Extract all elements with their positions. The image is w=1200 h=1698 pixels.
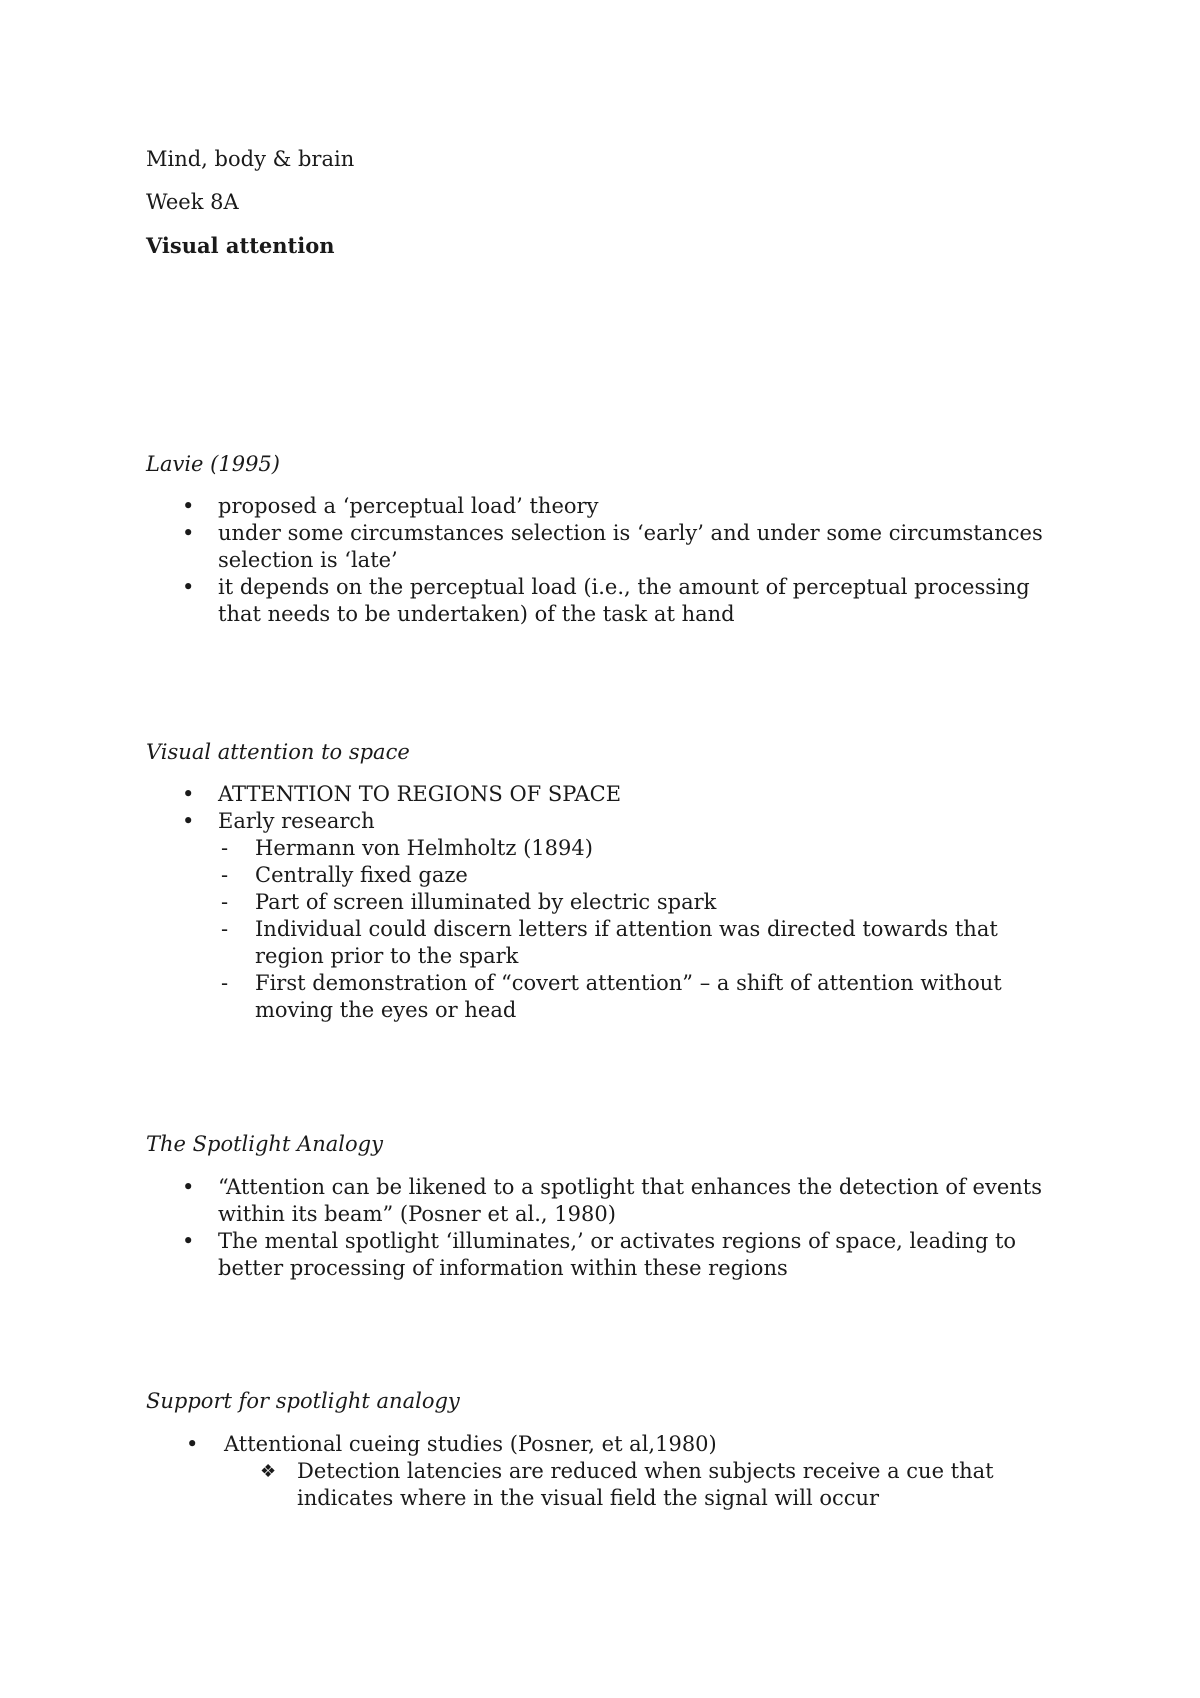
section-heading-support-for-spotlight: Support for spotlight analogy	[146, 1389, 460, 1413]
section-heading-visual-attention-to-space: Visual attention to space	[146, 740, 410, 764]
bullet-list-lavie	[146, 493, 1066, 628]
page-title: Visual attention	[146, 233, 335, 258]
bullet-list-spotlight-analogy	[146, 1174, 1066, 1282]
dash-icon: -	[221, 863, 229, 887]
list-item: • Early research - Hermann von Helmholtz (1894) - Centrally fixed gaze - Part of screen illuminated by electric spark - Individual could discern letters if attention was directed towards that region prior to the spark - First demonstration of “covert attention” – a shift of attention without moving the eyes or head	[146, 808, 1066, 1024]
section-heading-lavie: Lavie (1995)	[146, 452, 280, 476]
list-item: • The mental spotlight ‘illuminates,’ or activates regions of space, leading to better processing of information within these regions	[182, 1229, 1017, 1280]
week-label: Week 8A	[146, 190, 239, 214]
sub-list-item: - First demonstration of “covert attention” – a shift of attention without moving the eyes or head	[221, 971, 1002, 1022]
bullet-icon: •	[182, 521, 195, 545]
course-title: Mind, body & brain	[146, 147, 355, 171]
bullet-icon: •	[182, 809, 195, 833]
list-item: • “Attention can be likened to a spotlight that enhances the detection of events within its beam” (Posner et al., 1980)	[182, 1175, 1042, 1226]
sub-list-item: - Individual could discern letters if attention was directed towards that region prior to the spark	[221, 917, 998, 968]
sub-list-early-research	[218, 835, 1066, 1024]
bullet-list-support-for-spotlight	[146, 1431, 1066, 1512]
bullet-icon: •	[182, 494, 195, 518]
list-item: • under some circumstances selection is ‘early’ and under some circumstances selection is ‘late’	[182, 521, 1043, 572]
section-heading-spotlight-analogy: The Spotlight Analogy	[146, 1132, 383, 1156]
bullet-list-visual-attention-to-space	[146, 781, 1066, 1024]
sub-list-item: ❖ Detection latencies are reduced when subjects receive a cue that indicates where in the visual field the signal will occur	[260, 1459, 994, 1510]
bullet-icon: •	[186, 1432, 199, 1456]
sub-list-item: - Part of screen illuminated by electric spark	[221, 890, 717, 914]
dash-icon: -	[221, 890, 229, 914]
dash-icon: -	[221, 971, 229, 995]
bullet-icon: •	[182, 782, 195, 806]
bullet-icon: •	[182, 1229, 195, 1253]
list-item: • it depends on the perceptual load (i.e., the amount of perceptual processing that needs to be undertaken) of the task at hand	[182, 575, 1030, 626]
sub-list-item: - Hermann von Helmholtz (1894)	[221, 836, 593, 860]
diamond-bullet-icon: ❖	[260, 1461, 277, 1482]
list-item: • proposed a ‘perceptual load’ theory	[182, 494, 599, 518]
sub-list-cueing	[224, 1458, 1066, 1512]
list-item: • ATTENTION TO REGIONS OF SPACE	[182, 782, 622, 806]
dash-icon: -	[221, 836, 229, 860]
sub-list-item: - Centrally fixed gaze	[221, 863, 468, 887]
dash-icon: -	[221, 917, 229, 941]
bullet-icon: •	[182, 1175, 195, 1199]
bullet-icon: •	[182, 575, 195, 599]
list-item: • Attentional cueing studies (Posner, et al,1980) ❖ Detection latencies are reduced when subjects receive a cue that indicates where in the visual field the signal will occur	[146, 1431, 1066, 1512]
